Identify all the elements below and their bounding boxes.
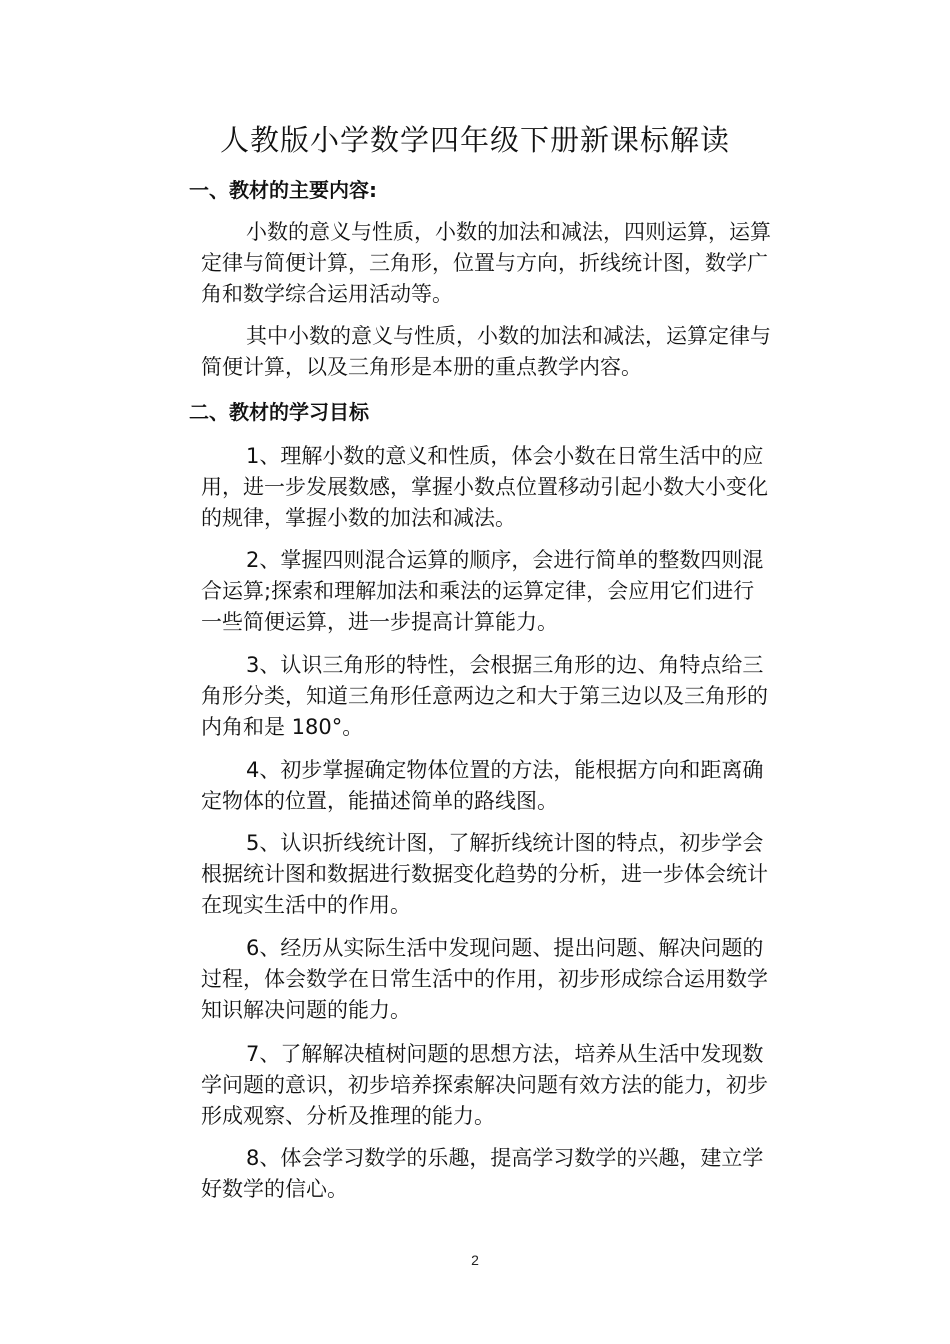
paragraph [201,217,808,310]
paragraph-line: 简便计算，以及三角形是本册的重点教学内容。 [201,355,642,379]
goal-paragraph-6 [201,933,808,1026]
paragraph-line: 角形分类，知道三角形任意两边之和大于第三边以及三角形的 [201,684,768,708]
goal-paragraph-8 [201,1143,808,1205]
paragraph-line: 根据统计图和数据进行数据变化趋势的分析，进一步体会统计 [201,862,768,886]
goal-paragraph-5 [201,828,808,921]
paragraph-line: 过程，体会数学在日常生活中的作用，初步形成综合运用数学 [201,967,768,991]
paragraph-line: 8、体会学习数学的乐趣，提高学习数学的兴趣，建立学 [246,1146,764,1170]
paragraph-line: 1、理解小数的意义和性质，体会小数在日常生活中的应 [246,444,764,468]
paragraph-line: 其中小数的意义与性质，小数的加法和减法，运算定律与 [246,324,771,348]
paragraph-line: 定物体的位置，能描述简单的路线图。 [201,789,558,813]
paragraph [201,321,808,383]
paragraph-line: 6、经历从实际生活中发现问题、提出问题、解决问题的 [246,936,764,960]
paragraph-line: 4、初步掌握确定物体位置的方法，能根据方向和距离确 [246,758,764,782]
paragraph-line: 定律与简便计算，三角形，位置与方向，折线统计图，数学广 [201,251,768,275]
goal-paragraph-3 [201,650,808,743]
paragraph-line: 角和数学综合运用活动等。 [201,282,453,306]
paragraph-line: 小数的意义与性质，小数的加法和减法，四则运算，运算 [246,220,771,244]
page-number: 2 [471,1252,479,1268]
paragraph-line: 3、认识三角形的特性，会根据三角形的边、角特点给三 [246,653,764,677]
paragraph-line: 7、了解解决植树问题的思想方法，培养从生活中发现数 [246,1042,764,1066]
goal-paragraph-4 [201,755,808,817]
paragraph-line: 的规律，掌握小数的加法和减法。 [201,506,516,530]
paragraph-line: 合运算;探索和理解加法和乘法的运算定律，会应用它们进行 [201,579,755,603]
paragraph-line: 好数学的信心。 [201,1177,348,1201]
goal-paragraph-7 [201,1039,808,1132]
paragraph-line: 5、认识折线统计图，了解折线统计图的特点，初步学会 [246,831,764,855]
section-heading-learning-goals: 二、教材的学习目标 [189,400,369,424]
paragraph-line: 一些简便运算，进一步提高计算能力。 [201,610,558,634]
paragraph-line: 学问题的意识，初步培养探索解决问题有效方法的能力，初步 [201,1073,768,1097]
section-heading-main-content: 一、教材的主要内容: [189,178,377,202]
paragraph-line: 用，进一步发展数感，掌握小数点位置移动引起小数大小变化 [201,475,768,499]
paragraph-line: 内角和是 180°。 [201,715,364,739]
document-title: 人教版小学数学四年级下册新课标解读 [219,123,730,157]
goal-paragraph-1 [201,441,808,534]
paragraph-line: 形成观察、分析及推理的能力。 [201,1104,495,1128]
paragraph-line: 在现实生活中的作用。 [201,893,411,917]
goal-paragraph-2 [201,545,808,638]
paragraph-line: 知识解决问题的能力。 [201,998,411,1022]
paragraph-line: 2、掌握四则混合运算的顺序，会进行简单的整数四则混 [246,548,764,572]
